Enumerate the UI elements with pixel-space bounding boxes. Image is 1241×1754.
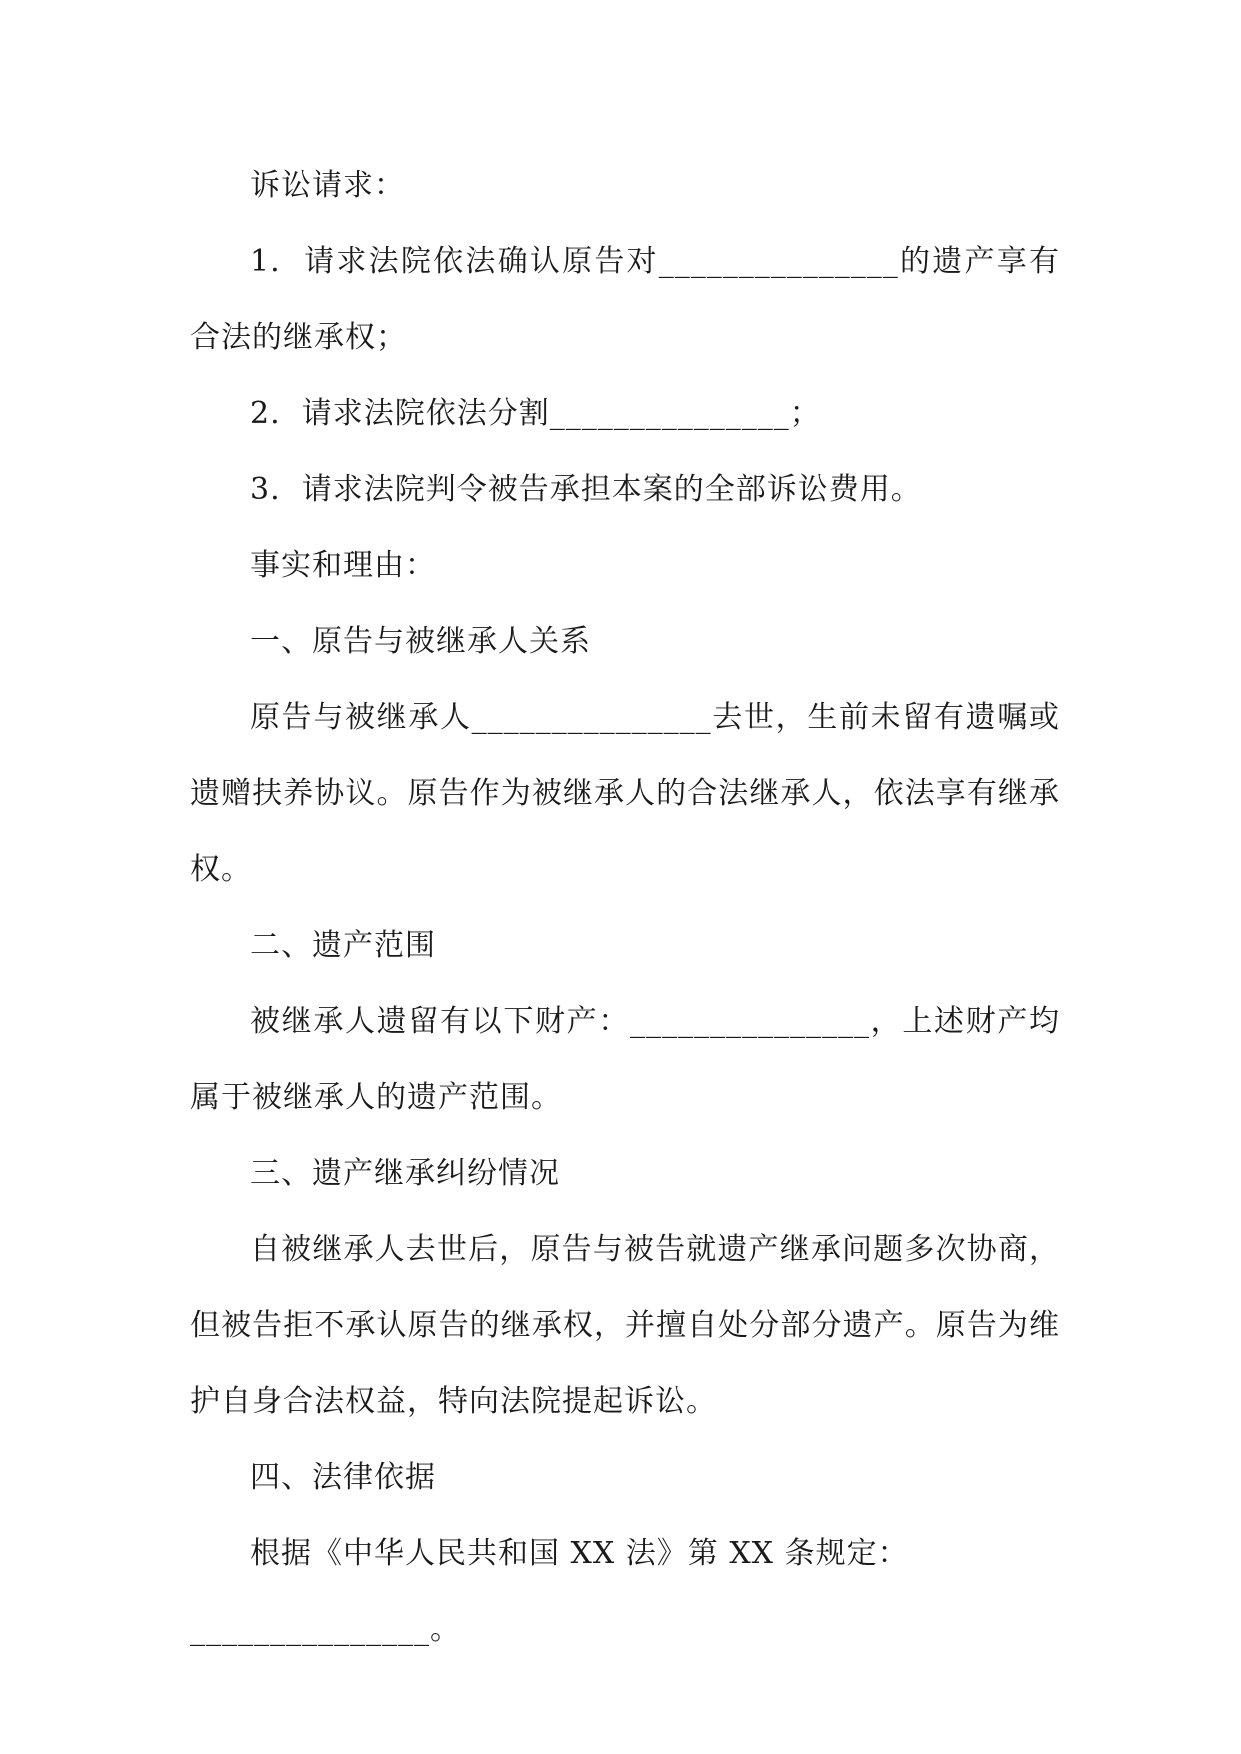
facts-heading: 事实和理由： <box>250 548 436 583</box>
section-3-heading: 三、遗产继承纠纷情况 <box>250 1156 560 1191</box>
section-4-blank-line: _______________。 <box>190 1612 461 1647</box>
claim-item-1: 1. 请求法院依法确认原告对_______________的遗产享有合法的继承权； <box>190 244 1060 355</box>
section-2-body: 被继承人遗留有以下财产：_______________，上述财产均属于被继承人的遗产范围。 <box>190 1004 1060 1115</box>
claims-heading: 诉讼请求： <box>250 168 405 203</box>
section-4-heading: 四、法律依据 <box>250 1460 436 1495</box>
document-body <box>190 148 1060 1668</box>
section-1-body: 原告与被继承人_______________去世，生前未留有遗嘱或遗赠扶养协议。原告作为被继承人的合法继承人，依法享有继承权。 <box>190 700 1060 887</box>
claim-item-3: 3. 请求法院判令被告承担本案的全部诉讼费用。 <box>250 472 922 507</box>
section-2-heading: 二、遗产范围 <box>250 928 436 963</box>
section-1-heading: 一、原告与被继承人关系 <box>250 624 591 659</box>
section-3-body: 自被继承人去世后，原告与被告就遗产继承问题多次协商，但被告拒不承认原告的继承权，并擅自处分部分遗产。原告为维护自身合法权益，特向法院提起诉讼。 <box>190 1232 1060 1419</box>
claim-item-2: 2. 请求法院依法分割_______________； <box>250 396 821 431</box>
section-4-body: 根据《中华人民共和国 XX 法》第 XX 条规定： <box>250 1536 909 1571</box>
